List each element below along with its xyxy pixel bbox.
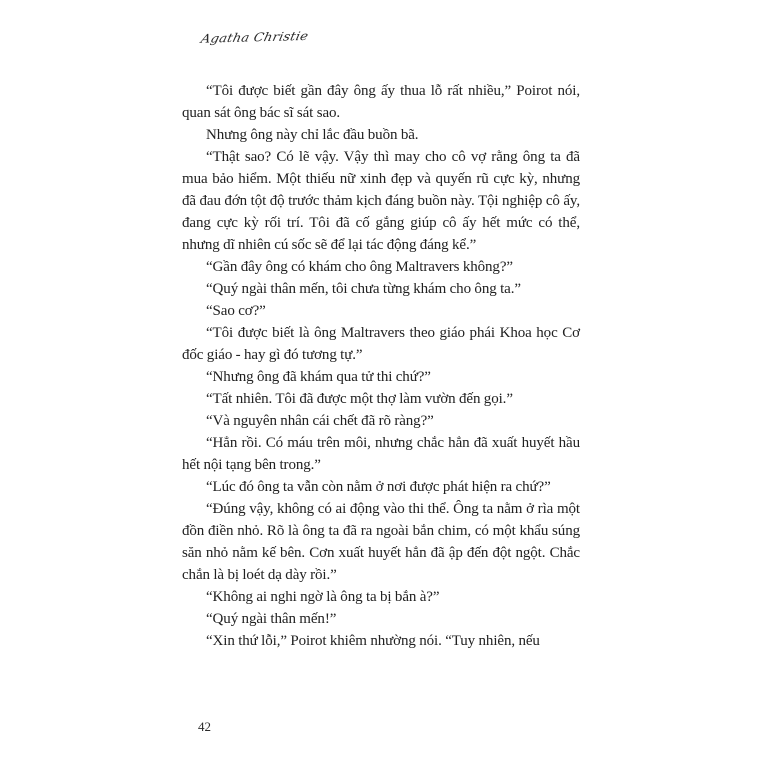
paragraph: “Đúng vậy, không có ai động vào thi thể. Ông ta nằm ở rìa một đồn điền nhỏ. Rõ là ông ta đã ra ngoài bắn chim, có một khẩu súng săn nhỏ nằm kế bên. Cơn xuất huyết hẳn đã ập đến đột ngột. Chắc chắn là bị loét dạ dày rồi.”	[182, 501, 580, 583]
paragraph: “Gần đây ông có khám cho ông Maltravers không?”	[206, 259, 513, 275]
paragraph: “Tôi được biết gần đây ông ấy thua lỗ rất nhiều,” Poirot nói, quan sát ông bác sĩ sát sao.	[182, 83, 580, 121]
paragraph: “Hẳn rồi. Có máu trên môi, nhưng chắc hẳn đã xuất huyết hầu hết nội tạng bên trong.”	[182, 435, 580, 473]
paragraph: “Và nguyên nhân cái chết đã rõ ràng?”	[206, 413, 434, 429]
page-number: 42	[198, 719, 211, 734]
paragraph: “Nhưng ông đã khám qua tử thi chứ?”	[206, 369, 431, 385]
paragraph: “Thật sao? Có lẽ vậy. Vậy thì may cho cô vợ rằng ông ta đã mua bảo hiểm. Một thiếu nữ xinh đẹp và quyến rũ cực kỳ, nhưng đã đau đớn tột độ trước thảm kịch đáng buồn này. Tội nghiệp cô ấy, đang cực kỳ rối trí. Tôi đã cố gắng giúp cô ấy hết mức có thể, nhưng dĩ nhiên cú sốc sẽ để lại tác động đáng kể.”	[182, 149, 580, 253]
author-signature: Agatha Christie	[199, 29, 310, 47]
paragraph: “Không ai nghi ngờ là ông ta bị bắn à?”	[206, 589, 440, 605]
paragraph: “Quý ngài thân mến, tôi chưa từng khám cho ông ta.”	[206, 281, 521, 297]
paragraph: “Xin thứ lỗi,” Poirot khiêm nhường nói. “Tuy nhiên, nếu	[206, 633, 540, 649]
paragraph: “Quý ngài thân mến!”	[206, 611, 337, 627]
paragraph: Nhưng ông này chỉ lắc đầu buồn bã.	[206, 127, 419, 143]
paragraph: “Tất nhiên. Tôi đã được một thợ làm vườn đến gọi.”	[206, 391, 513, 407]
paragraph: “Lúc đó ông ta vẫn còn nằm ở nơi được phát hiện ra chứ?”	[206, 479, 551, 495]
page-text	[182, 80, 580, 652]
paragraph: “Tôi được biết là ông Maltravers theo giáo phái Khoa học Cơ đốc giáo - hay gì đó tương tự.”	[182, 325, 580, 363]
paragraph: “Sao cơ?”	[206, 303, 266, 319]
